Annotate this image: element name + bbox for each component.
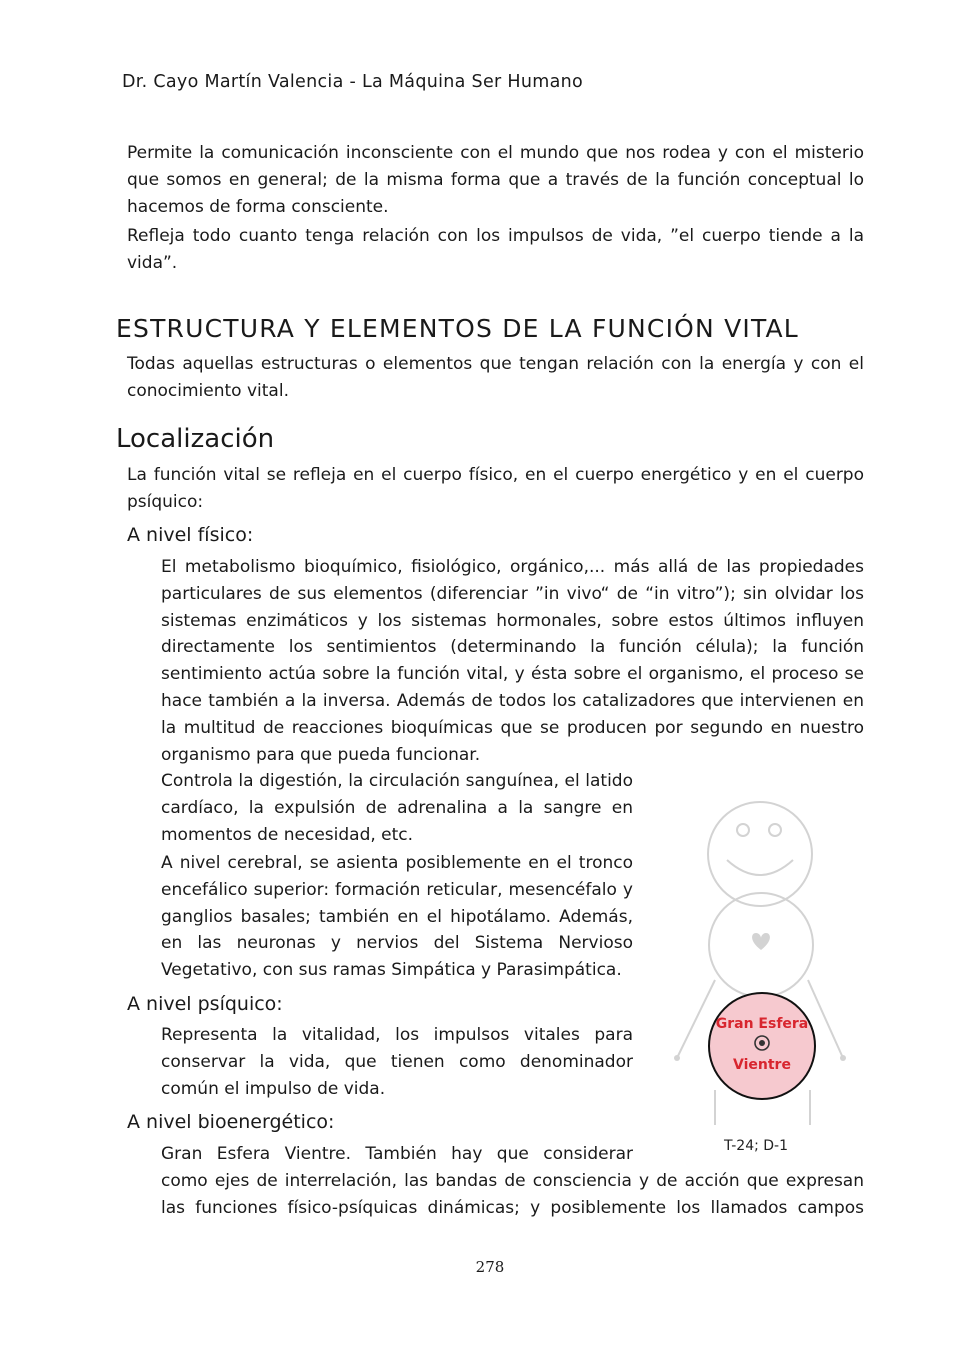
sphere-label-bottom: Vientre (733, 1057, 791, 1073)
running-head: Dr. Cayo Martín Valencia - La Máquina Ser Humano (122, 72, 584, 92)
left-hand-dot (674, 1055, 680, 1061)
intro-paragraph-2: Refleja todo cuanto tenga relación con los impulsos de vida, ”el cuerpo tiende a la vida”. (127, 226, 864, 273)
body-sphere-figure (665, 790, 865, 1160)
section-paragraph: Todas aquellas estructuras o elementos que tengan relación con la energía y con el conocimiento vital. (127, 354, 864, 401)
head-circle (708, 802, 812, 906)
nivel-bioenergetico-paragraph-rest: como ejes de interrelación, las bandas de consciencia y de acción que expresan las funciones físico-psíquicas dinámicas; y posiblemente los llamados campos (161, 1171, 864, 1218)
nivel-fisico-paragraph-2: Controla la digestión, la circulación sanguínea, el latido cardíaco, la expulsión de adrenalina a la sangre en momentos de necesidad, etc. (161, 771, 633, 845)
body-figure-illustration (665, 790, 865, 1160)
nivel-fisico-title: A nivel físico: (127, 524, 254, 546)
sphere-label-top: Gran Esfera (715, 1016, 809, 1032)
localizacion-title: Localización (116, 424, 275, 454)
right-hand-dot (840, 1055, 846, 1061)
intro-paragraph-1: Permite la comunicación inconsciente con el mundo que nos rodea y con el misterio que somos en general; de la misma forma que a través de la función conceptual lo hacemos de forma consciente. (127, 143, 864, 217)
figure-caption: T-24; D-1 (723, 1138, 789, 1154)
center-target-inner (759, 1040, 765, 1046)
page-number: 278 (475, 1258, 505, 1276)
nivel-fisico-paragraph-1: El metabolismo bioquímico, fisiológico, orgánico,... más allá de las propiedades particulares de sus elementos (diferenciar ”in vivo“ de “in vitro”); sin olvidar los sistemas enzimáticos y los sistemas hormonales, sobre estos últimos influyen directamente los sentimientos (determinando la función célula); la función sentimiento actúa sobre la función vital, y ésta sobre el organismo, el proceso se hace también a la inversa. Además de todos los catalizadores que intervienen en la multitud de reacciones bioquímicas que se producen por segundo en nuestro organismo para que pueda funcionar. (161, 557, 864, 765)
nivel-fisico-paragraph-3: A nivel cerebral, se asienta posiblemente en el tronco encefálico superior: formación reticular, mesencéfalo y ganglios basales; también en el hipotálamo. Además, en las neuronas y nervios del Sistema Nervioso Vegetativo, con sus ramas Simpática y Parasimpática. (161, 853, 633, 981)
section-title: ESTRUCTURA Y ELEMENTOS DE LA FUNCIÓN VITAL (116, 314, 799, 343)
nivel-psiquico-paragraph: Representa la vitalidad, los impulsos vitales para conservar la vida, que tienen como denominador común el impulso de vida. (161, 1025, 633, 1099)
nivel-psiquico-title: A nivel psíquico: (127, 993, 283, 1015)
left-eye-circle (737, 824, 749, 836)
right-eye-circle (769, 824, 781, 836)
smile-curve (727, 860, 793, 875)
nivel-bioenergetico-title: A nivel bioenergético: (127, 1111, 335, 1133)
heart-icon (752, 933, 770, 950)
localizacion-intro: La función vital se refleja en el cuerpo físico, en el cuerpo energético y en el cuerpo psíquico: (127, 465, 864, 512)
nivel-bioenergetico-paragraph-start: Gran Esfera Vientre. También hay que considerar (161, 1144, 633, 1164)
